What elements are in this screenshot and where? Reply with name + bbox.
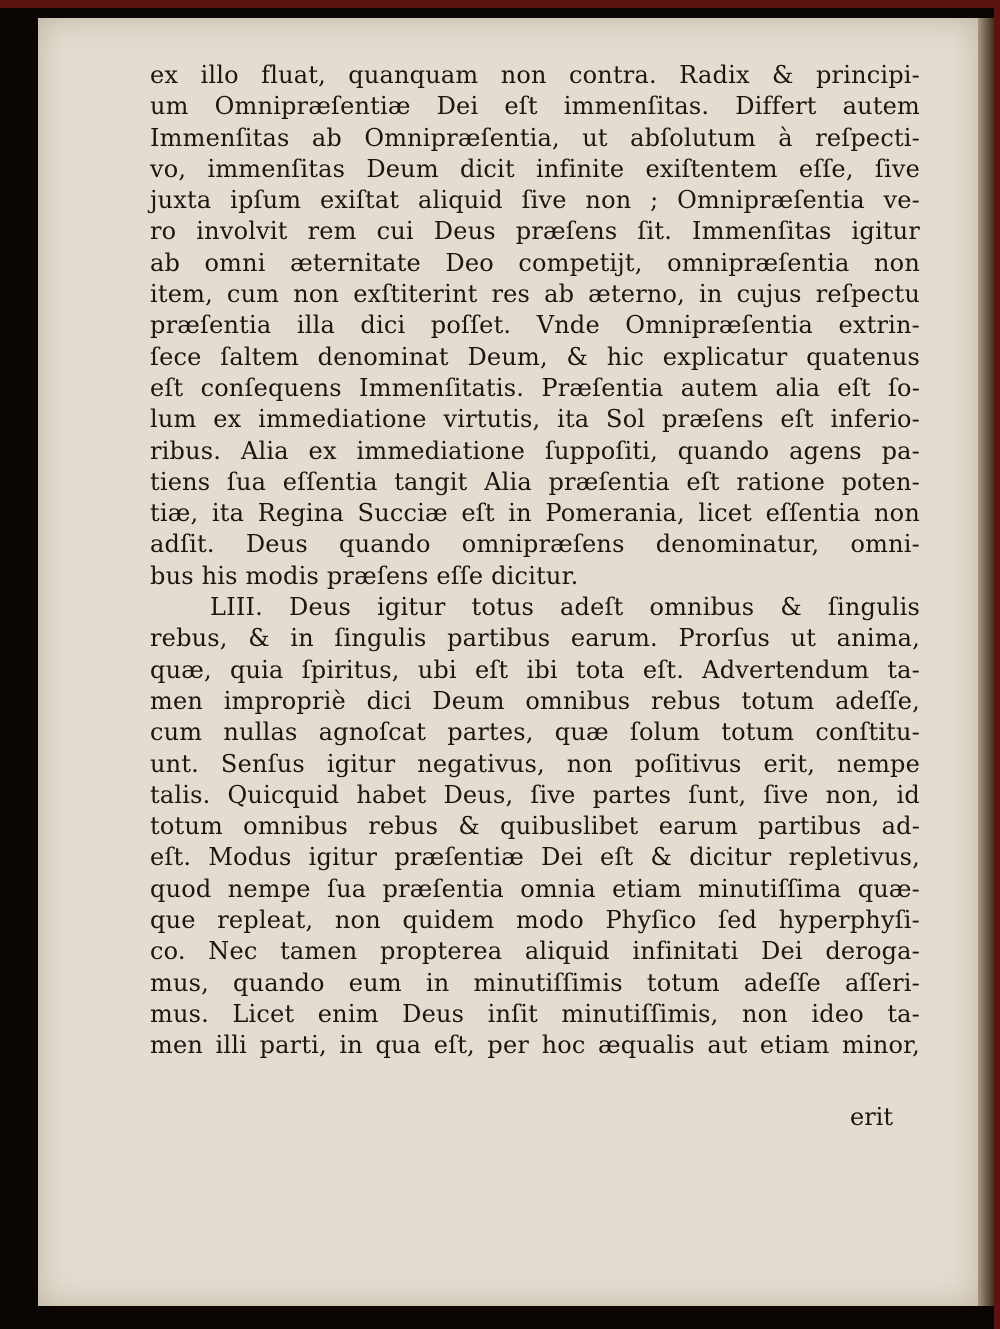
text-line: men impropriè dici Deum omnibus rebus totum adeſſe, <box>150 686 920 715</box>
text-line: lum ex immediatione virtutis, ita Sol præſens eſt inferio- <box>150 405 920 434</box>
text-line: co. Nec tamen propterea aliquid infinitati Dei deroga- <box>150 937 920 966</box>
text-line: um Omnipræſentiæ Dei eſt immenſitas. Differt autem <box>150 92 920 121</box>
text-line: eſt. Modus igitur præſentiæ Dei eſt & dicitur repletivus, <box>150 843 920 872</box>
right-border <box>994 0 1000 1329</box>
text-line: præſentia illa dici poſſet. Vnde Omnipræſentia extrin- <box>150 311 920 340</box>
text-line: vo, immenſitas Deum dicit infinite exiſtentem eſſe, ſive <box>150 154 920 183</box>
paragraph-start: LIII. Deus igitur totus adeſt omnibus & ſingulis <box>210 593 920 622</box>
text-line: ab omni æternitate Deo competijt, omnipræſentia non <box>150 248 920 277</box>
text-line: quod nempe ſua præſentia omnia etiam minutiſſima quæ- <box>150 874 920 903</box>
text-line: rebus, & in ſingulis partibus earum. Prorſus ut anima, <box>150 624 920 653</box>
text-line: ex illo fluat, quanquam non contra. Radix & principi- <box>150 61 920 89</box>
text-line: quæ, quia ſpiritus, ubi eſt ibi tota eſt. Advertendum ta- <box>150 655 920 684</box>
text-line: mus, quando eum in minutiſſimis totum adeſſe aſſeri- <box>150 968 920 997</box>
text-line: men illi parti, in qua eſt, per hoc æqualis aut etiam minor, <box>150 1031 920 1060</box>
text-line: totum omnibus rebus & quibuslibet earum partibus ad- <box>150 812 920 841</box>
text-line: unt. Senſus igitur negativus, non poſitivus erit, nempe <box>150 749 920 778</box>
text-line: adſit. Deus quando omnipræſens denominatur, omni- <box>150 530 920 559</box>
text-line: juxta ipſum exiſtat aliquid ſive non ; Omnipræſentia ve- <box>150 186 920 215</box>
text-line: bus his modis præſens eſſe dicitur. <box>150 561 579 590</box>
text-line: que repleat, non quidem modo Phyſico ſed hyperphyſi- <box>150 906 920 935</box>
catchword: erit <box>850 1103 893 1131</box>
text-line: eſt conſequens Immenſitatis. Præſentia autem alia eſt ſo- <box>150 373 920 402</box>
text-line: ſece ſaltem denominat Deum, & hic explicatur quatenus <box>150 342 920 371</box>
text-line: tiæ, ita Regina Succiæ eſt in Pomerania, licet eſſentia non <box>150 499 920 528</box>
top-border <box>0 0 1000 8</box>
text-line: mus. Licet enim Deus inſit minutiſſimis, non ideo ta- <box>150 999 920 1028</box>
text-line: talis. Quicquid habet Deus, ſive partes ſunt, ſive non, id <box>150 780 920 809</box>
text-line: ribus. Alia ex immediatione ſuppoſiti, quando agens pa- <box>150 436 920 465</box>
text-line: tiens ſua eſſentia tangit Alia præſentia eſt ratione poten- <box>150 467 920 496</box>
text-line: Immenſitas ab Omnipræſentia, ut abſolutum à reſpecti- <box>150 123 920 152</box>
body-text <box>150 60 920 1062</box>
text-line: item, cum non exſtiterint res ab æterno, in cujus reſpectu <box>150 280 920 309</box>
text-line: ro involvit rem cui Deus præſens ſit. Immenſitas igitur <box>150 217 920 246</box>
text-line: cum nullas agnoſcat partes, quæ ſolum totum conſtitu- <box>150 718 920 747</box>
